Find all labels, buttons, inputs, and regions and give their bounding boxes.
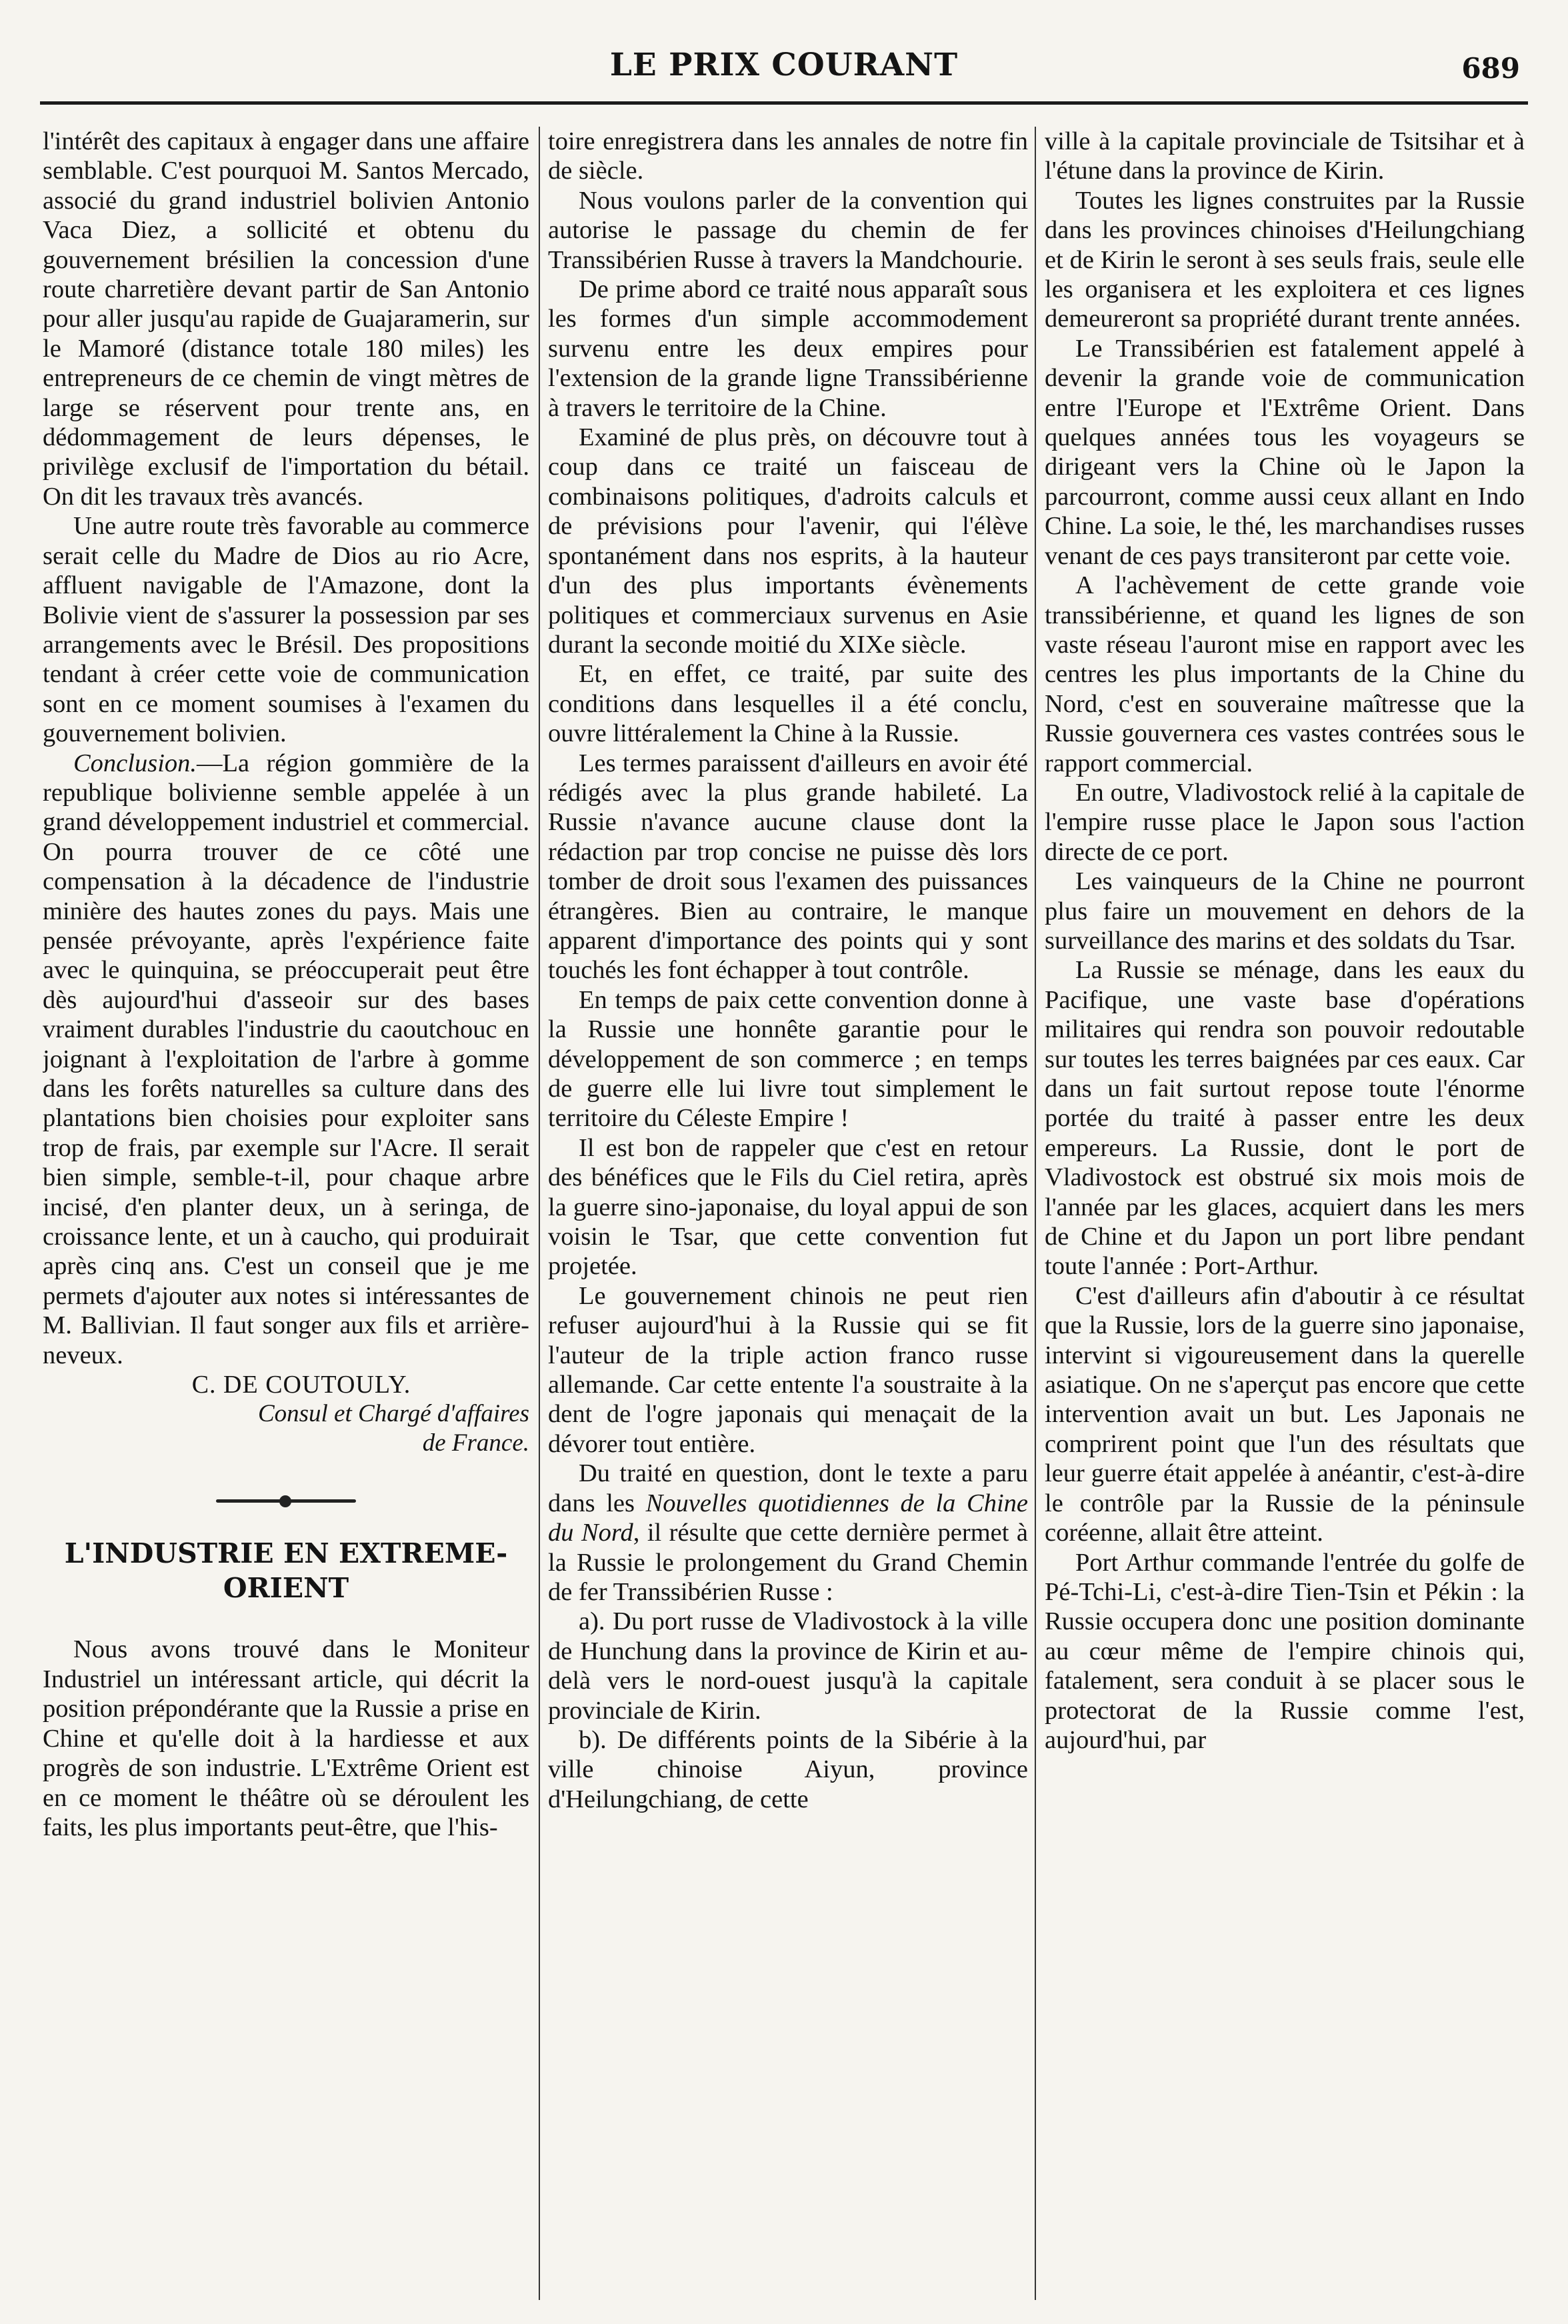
- paragraph: Nous avons trouvé dans le Moniteur Industriel un intéressant article, qui décrit la position prépondérante que la Russie a prise en Chine et qu'elle doit à la hardiesse et aux progrès de son industrie. L'Extrême Orient est en ce moment le théâtre où se déroulent les faits, les plus importants peut-être, que l'his-: [43, 1635, 529, 1841]
- paragraph: Nous voulons parler de la convention qui autorise le passage du chemin de fer Transsibérien Russe à travers la Mandchourie.: [548, 186, 1028, 274]
- paragraph: C'est d'ailleurs afin d'aboutir à ce résultat que la Russie, lors de la guerre sino japonaise, intervint si vigoureusement dans la querelle asiatique. On ne s'aperçut pas encore que cette intervention avait un but. Les Japonais ne comprirent point que l'un des résultats que leur guerre était appelée à anéantir, c'est-à-dire le contrôle par la Russie de la péninsule coréenne, allait être atteint.: [1045, 1281, 1525, 1547]
- paragraph: a). Du port russe de Vladivostock à la ville de Hunchung dans la province de Kirin et au-delà vers le nord-ouest jusqu'à la capitale provinciale de Kirin.: [548, 1607, 1028, 1725]
- paragraph: De prime abord ce traité nous apparaît sous les formes d'un simple accommodement survenu entre les deux empires pour l'extension de la grande ligne Transsibérienne à travers le territoire de la Chine.: [548, 275, 1028, 422]
- paragraph: A l'achèvement de cette grande voie transsibérienne, et quand les lignes de son vaste réseau l'auront mise en rapport avec les centres les plus importants de la Chine du Nord, c'est en souveraine maîtresse que la Russie gouvernera ces vastes contrées sous le rapport commercial.: [1045, 571, 1525, 777]
- conclusion-label: Conclusion.: [73, 749, 197, 777]
- header-rule: [40, 101, 1528, 105]
- column-1: [43, 127, 529, 2273]
- paragraph: Le gouvernement chinois ne peut rien refuser aujourd'hui à la Russie qui se fit l'auteur de la triple action franco russe allemande. Car cette entente l'a soustraite à la dent de l'ogre japonais qui menaçait de la dévorer tout entière.: [548, 1281, 1028, 1458]
- paragraph: l'intérêt des capitaux à engager dans une affaire semblable. C'est pourquoi M. Santos Mercado, associé du grand industriel bolivien Antonio Vaca Diez, a sollicité et obtenu du gouvernement brésilien la concession d'une route charretière devant partir de San Antonio pour aller jusqu'au rapide de Guajaramerin, sur le Mamoré (distance totale 180 miles) les entrepreneurs de ce chemin de vingt mètres de large se réservent pour trente ans, en dédommagement de leurs dépenses, le privilège exclusif de l'importation du bétail. On dit les travaux très avancés.: [43, 127, 529, 511]
- paragraph: b). De différents points de la Sibérie à la ville chinoise Aiyun, province d'Heilungchiang, de cette: [548, 1725, 1028, 1813]
- paragraph: Une autre route très favorable au commerce serait celle du Madre de Dios au rio Acre, affluent navigable de l'Amazone, dont la Bolivie vient de s'assurer la possession par ses arrangements avec le Brésil. Des propositions tendant à créer cette voie de communication sont en ce moment soumises à l'examen du gouvernement bolivien.: [43, 512, 529, 748]
- page-header: [40, 35, 1528, 108]
- paragraph: En outre, Vladivostock relié à la capitale de l'empire russe place le Japon sous l'action directe de ce port.: [1045, 778, 1525, 866]
- paragraph: [43, 749, 529, 1371]
- column-3: [1045, 127, 1525, 2273]
- paragraph: En temps de paix cette convention donne à la Russie une honnête garantie pour le développement de son commerce ; en temps de guerre elle lui livre tout simplement le territoire du Céleste Empire !: [548, 985, 1028, 1133]
- paragraph: Le Transsibérien est fatalement appelé à devenir la grande voie de communication entre l'Europe et l'Extrême Orient. Dans quelques années tous les voyageurs se dirigeant vers la Chine où le Japon la parcourront, comme aussi ceux allant en Indo Chine. La soie, le thé, les marchandises russes venant de ces pays transiteront par cette voie.: [1045, 334, 1525, 570]
- column-2: [548, 127, 1028, 2273]
- paragraph: ville à la capitale provinciale de Tsitsihar et à l'étune dans la province de Kirin.: [1045, 127, 1525, 185]
- journal-title: LE PRIX COURANT: [609, 47, 959, 83]
- paragraph: Toutes les lignes construites par la Russie dans les provinces chinoises d'Heilungchiang et de Kirin le seront à ses seuls frais, seule elle les organisera et les exploitera et ces lignes demeureront sa propriété durant trente années.: [1045, 186, 1525, 333]
- section-separator: [216, 1499, 356, 1503]
- paragraph-text: , il résulte que cette dernière permet à la Russie le prolongement du Grand Chemin de fer Transsibérien Russe :: [548, 1519, 1028, 1606]
- paragraph: Les termes paraissent d'ailleurs en avoir été rédigés avec la plus grande habileté. La Russie n'avance aucune clause dont la rédaction par trop concise ne puisse dès lors tomber de droit sous l'examen des puissances étrangères. Bien au contraire, le manque apparent d'importance des points qui y sont touchés les font échapper à tout contrôle.: [548, 749, 1028, 985]
- paragraph: toire enregistrera dans les annales de notre fin de siècle.: [548, 127, 1028, 185]
- paragraph: Examiné de plus près, on découvre tout à coup dans ce traité un faisceau de combinaisons politiques, d'adroits calculs et de prévisions pour l'avenir, qui l'élève spontanément dans nos esprits, à la hauteur d'un des plus importants évènements politiques et commerciaux survenus en Asie durant la seconde moitié du XIXe siècle.: [548, 423, 1028, 659]
- article-title: L'INDUSTRIE EN EXTREME-ORIENT: [64, 1537, 508, 1605]
- author-role-country: de France.: [422, 1429, 529, 1457]
- paragraph: Il est bon de rappeler que c'est en retour des bénéfices que le Fils du Ciel retira, après la guerre sino-japonaise, du loyal appui de son voisin le Tsar, que cette convention fut projetée.: [548, 1133, 1028, 1281]
- author-role: Consul et Chargé d'affaires: [257, 1400, 529, 1428]
- paragraph: [548, 1459, 1028, 1607]
- paragraph: La Russie se ménage, dans les eaux du Pacifique, une vaste base d'opérations militaires qui rendra son pouvoir redoutable sur toutes les terres baignées par ces eaux. Car dans un fait surtout repose toute l'énorme portée du traité à passer entre les deux empereurs. La Russie, dont le port de Vladivostock est obstrué six mois mois de l'année par les glaces, acquiert dans les mers de Chine et du Japon un port libre pendant toute l'année : Port-Arthur.: [1045, 956, 1525, 1281]
- paragraph: Port Arthur commande l'entrée du golfe de Pé-Tchi-Li, c'est-à-dire Tien-Tsin et Pékin : la Russie occupera donc une position dominante au cœur même de l'empire chinois qui, fatalement, sera conduit à se placer sous le protectorat de la Russie comme l'est, aujourd'hui, par: [1045, 1548, 1525, 1754]
- paragraph-text: —La région gommière de la republique bolivienne semble appelée à un grand développement industriel et commercial. On pourra trouver de ce côté une compensation à la décadence de l'industrie minière des hautes zones du pays. Mais une pensée prévoyante, après l'expérience faite avec le quinquina, se préoccuperait peut être dès aujourd'hui d'asseoir sur des bases vraiment durables l'industrie du caoutchouc en joignant à l'exploitation de l'arbre à gomme dans les forêts naturelles sa culture dans des plantations bien choisies pour exploiter sans trop de frais, par exemple sur l'Acre. Il serait bien simple, semble-t-il, pour chaque arbre incisé, d'en planter deux, un à seringa, de croissance lente, et un à caucho, qui produirait après cinq ans. C'est un conseil que je me permets d'ajouter aux notes si intéressantes de M. Ballivian. Il faut songer aux fils et arrière-neveux.: [43, 749, 529, 1369]
- page-number: 689: [1461, 52, 1520, 85]
- column-divider: [1035, 127, 1036, 2300]
- author-signature: C. DE COUTOULY.: [191, 1371, 411, 1399]
- paragraph: Les vainqueurs de la Chine ne pourront plus faire un mouvement en dehors de la surveillance des marins et des soldats du Tsar.: [1045, 867, 1525, 955]
- column-divider: [539, 127, 540, 2300]
- newspaper-title: Nouvelles quotidiennes de la Chine du Nord: [548, 1489, 1028, 1547]
- paragraph-text: Du traité en question, dont le texte a paru dans les: [548, 1459, 1028, 1517]
- paragraph: Et, en effet, ce traité, par suite des conditions dans lesquelles il a été conclu, ouvre littéralement la Chine à la Russie.: [548, 660, 1028, 748]
